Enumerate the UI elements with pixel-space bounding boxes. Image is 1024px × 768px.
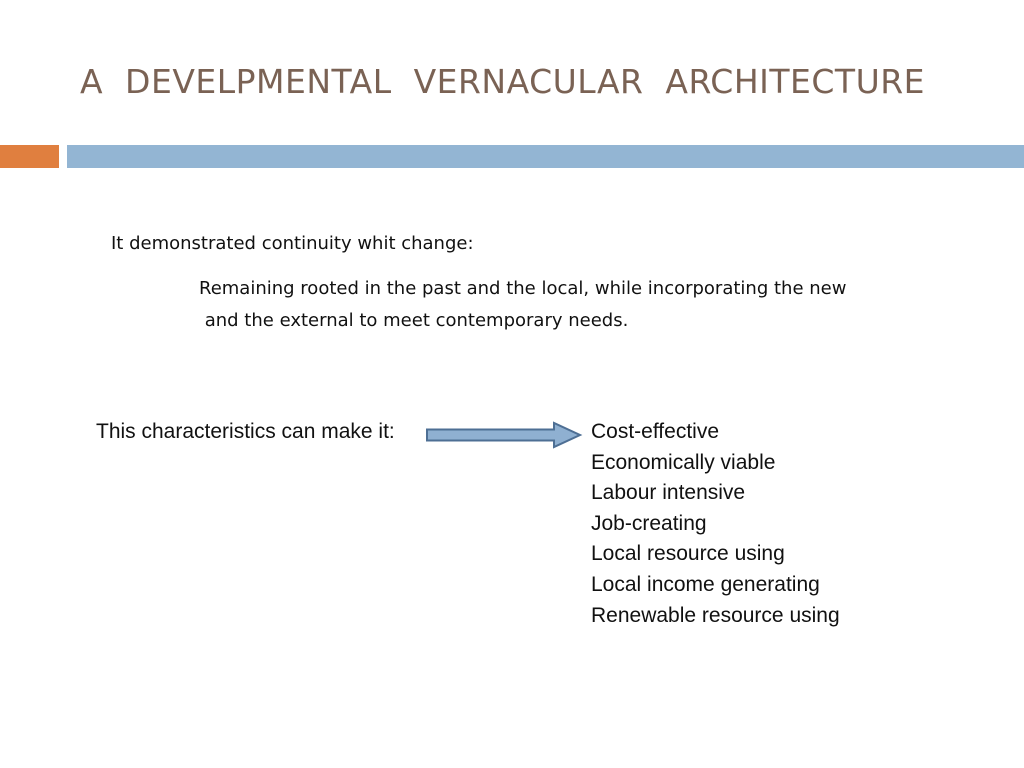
right-arrow-shape <box>427 423 580 447</box>
right-arrow-icon <box>424 421 584 449</box>
characteristic-item: Labour intensive <box>591 481 746 505</box>
characteristic-item: Local income generating <box>591 572 820 596</box>
detail-line-2: and the external to meet contemporary needs. <box>199 310 629 331</box>
characteristic-item: Economically viable <box>591 450 776 474</box>
characteristics-lead-text: This characteristics can make it: <box>96 420 395 443</box>
intro-text: It demonstrated continuity whit change: <box>111 233 474 254</box>
title-accent-bar-orange <box>0 145 59 168</box>
detail-line-1: Remaining rooted in the past and the local, while incorporating the new <box>199 278 847 299</box>
characteristic-item: Renewable resource using <box>591 603 840 627</box>
detail-text <box>199 273 846 337</box>
characteristic-item: Local resource using <box>591 542 785 566</box>
characteristic-item: Job-creating <box>591 511 707 535</box>
title-accent-bar-blue <box>67 145 1024 168</box>
characteristic-item: Cost-effective <box>591 420 719 443</box>
characteristics-list <box>591 417 840 631</box>
slide-title: A DEVELPMENTAL VERNACULAR ARCHITECTURE <box>80 62 926 101</box>
